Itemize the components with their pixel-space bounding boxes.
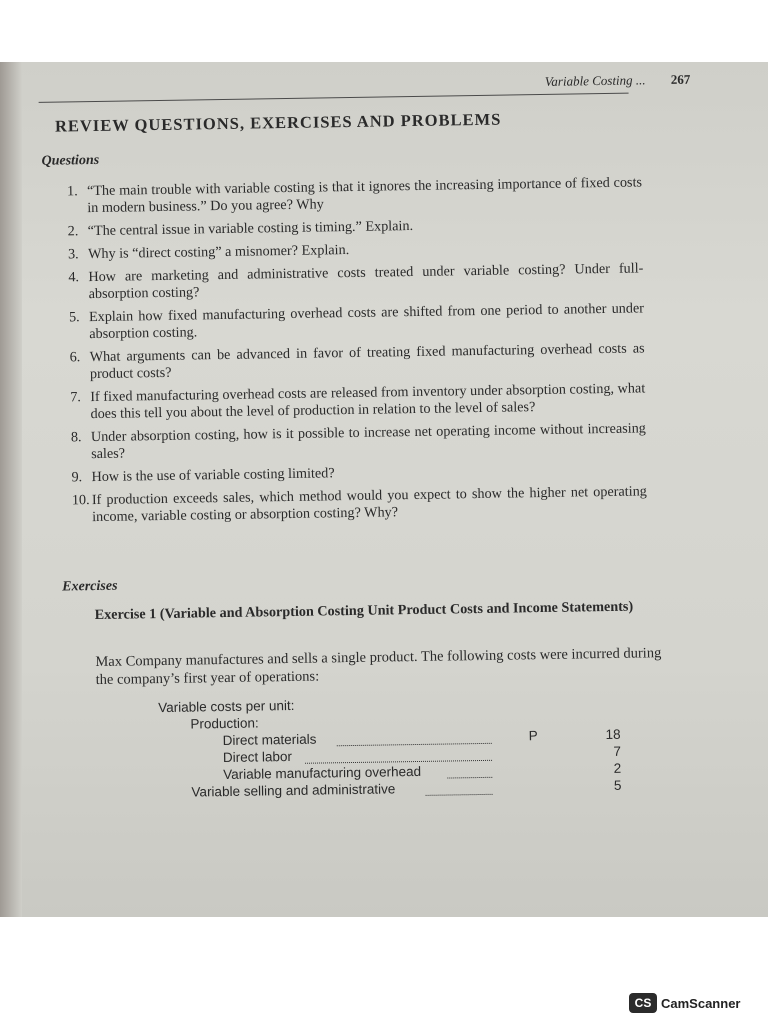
- running-head: [450, 72, 690, 92]
- camscanner-name: CamScanner: [661, 995, 741, 1011]
- scanned-page-photo: [0, 62, 768, 917]
- question-number: 3.: [67, 246, 79, 263]
- cost-label: Variable selling and administrative: [191, 781, 396, 800]
- question-item: [46, 460, 646, 486]
- question-item: [46, 420, 646, 463]
- question-number: 7.: [70, 389, 82, 406]
- cost-value: 18: [605, 726, 621, 743]
- question-text: What arguments can be advanced in favor of treating fixed manufacturing overhead costs as product costs?: [89, 340, 645, 383]
- leader-dots: [447, 765, 492, 779]
- question-item: [45, 380, 645, 423]
- leader-dots: [337, 731, 492, 746]
- camscanner-logo-icon: CS: [629, 993, 657, 1013]
- question-item: [45, 340, 645, 383]
- cost-label: Direct labor: [222, 748, 293, 766]
- question-text: If production exceeds sales, which method would you expect to show the higher net operating income, variable costing or absorption costing? Why?: [91, 483, 647, 526]
- page-title: REVIEW QUESTIONS, EXERCISES AND PROBLEMS: [54, 109, 502, 136]
- exercise-1-intro: Max Company manufactures and sells a single product. The following costs were incurred during the company’s first year of operations:: [95, 645, 662, 689]
- exercise-1-title: Exercise 1 (Variable and Absorption Costing Unit Product Costs and Income Statements): [94, 598, 634, 624]
- question-item: [47, 483, 647, 526]
- question-text: Why is “direct costing” a misnomer? Explain.: [87, 242, 350, 263]
- questions-heading: Questions: [41, 152, 100, 169]
- leader-dots: [305, 748, 492, 764]
- exercises-heading: Exercises: [62, 578, 118, 595]
- question-item: [42, 174, 642, 217]
- question-number: 10.: [71, 492, 90, 509]
- question-number: 9.: [71, 469, 83, 486]
- cost-value: 2: [613, 760, 622, 776]
- question-number: 4.: [68, 269, 80, 286]
- questions-list: [42, 174, 647, 532]
- question-number: 1.: [66, 183, 78, 200]
- cost-value: 5: [613, 777, 622, 793]
- question-item: [43, 237, 643, 263]
- question-number: 2.: [67, 223, 79, 240]
- question-text: How are marketing and administrative costs treated under variable costing? Under full-absorption costing?: [88, 260, 644, 303]
- variable-costs-table: [158, 693, 640, 803]
- production-label: Production:: [190, 715, 259, 732]
- page-number: 267: [670, 71, 691, 87]
- cost-label: Direct materials: [222, 731, 317, 749]
- question-text: Under absorption costing, how is it possible to increase net operating income without increasing sales?: [90, 420, 646, 463]
- header-rule: [39, 93, 629, 103]
- leader-dots: [425, 782, 492, 796]
- question-number: 8.: [70, 429, 82, 446]
- question-item: [43, 214, 643, 240]
- costs-heading: Variable costs per unit:: [158, 697, 295, 716]
- question-text: Explain how fixed manufacturing overhead costs are shifted from one period to another under absorption costing.: [88, 300, 645, 343]
- question-number: 5.: [68, 309, 80, 326]
- question-number: 6.: [69, 349, 81, 366]
- question-text: How is the use of variable costing limited?: [91, 465, 335, 486]
- question-item: [44, 300, 644, 343]
- question-text: If fixed manufacturing overhead costs are released from inventory under absorption costing, what does this tell you about the level of production in relation to the level of sales?: [90, 380, 646, 423]
- question-item: [43, 260, 643, 303]
- cost-value: 7: [613, 743, 622, 759]
- cost-label: Variable manufacturing overhead: [223, 763, 422, 783]
- textbook-page: [30, 62, 763, 917]
- question-text: “The main trouble with variable costing is that it ignores the increasing importance of fixed costs in modern business.” Do you agree? Why: [86, 174, 643, 217]
- running-head-title: Variable Costing ...: [544, 72, 646, 89]
- currency-symbol: P: [528, 728, 538, 744]
- question-text: “The central issue in variable costing is timing.” Explain.: [87, 218, 414, 240]
- camscanner-watermark: [629, 993, 740, 1013]
